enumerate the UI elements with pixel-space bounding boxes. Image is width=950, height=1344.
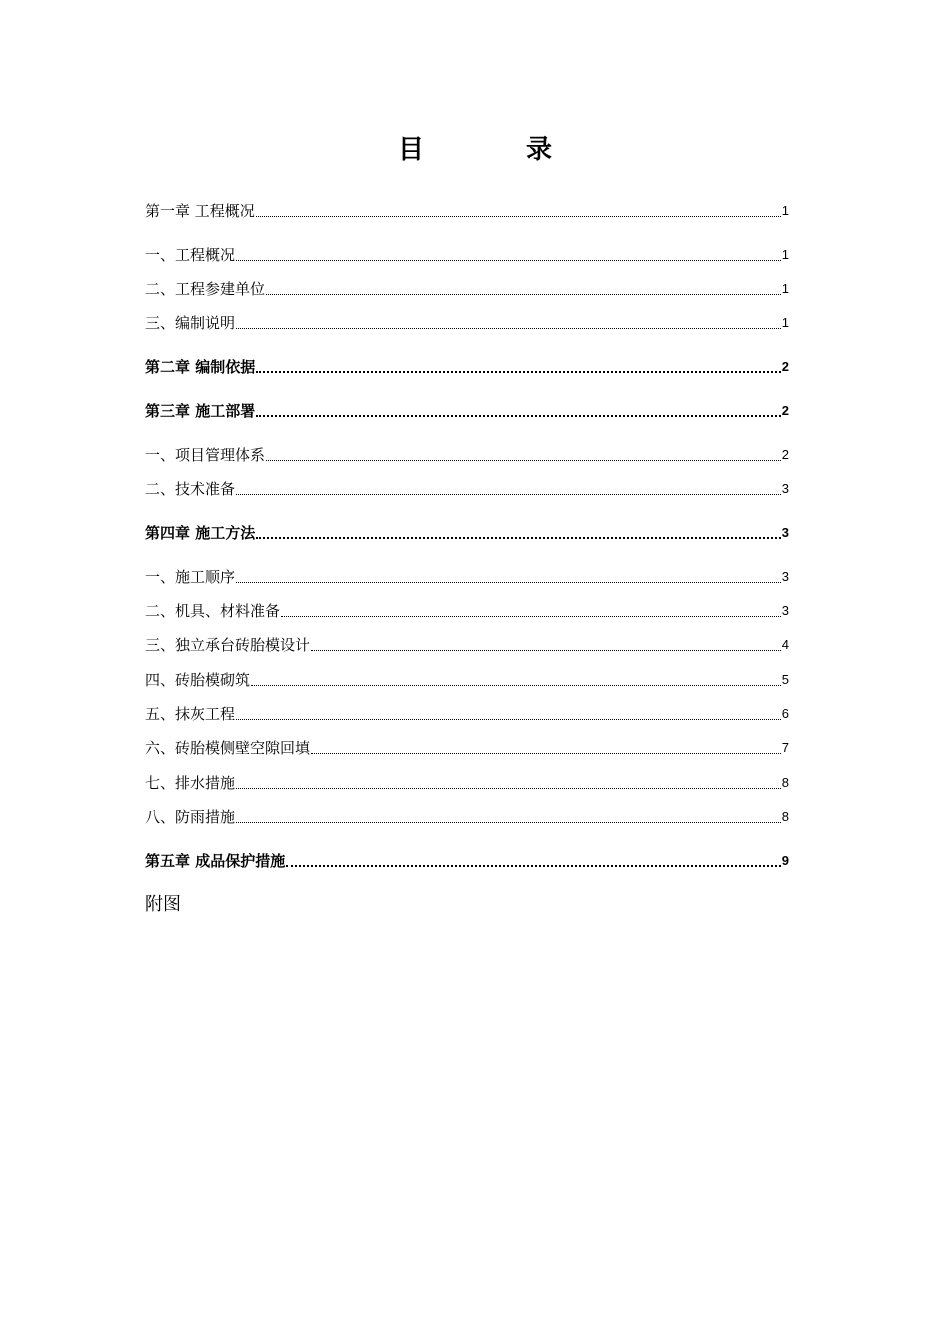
toc-entry-page: 4 <box>781 637 789 652</box>
toc-entry <box>145 668 789 690</box>
toc-entry-page: 1 <box>781 281 789 296</box>
toc-entry <box>145 736 789 758</box>
toc-entry <box>145 243 789 265</box>
toc-entry-label: 第一章 工程概况 <box>145 202 255 220</box>
toc-entry-page: 2 <box>781 447 789 462</box>
toc-leader-dots <box>256 370 781 373</box>
toc-entry-chapter <box>145 521 789 543</box>
toc-leader-dots <box>236 259 781 261</box>
toc-entry <box>145 277 789 299</box>
toc-entry <box>145 311 789 333</box>
toc-entry-page: 8 <box>781 775 789 790</box>
toc-leader-dots <box>266 459 781 461</box>
toc-entry-label: 三、编制说明 <box>145 314 236 332</box>
toc-entry <box>145 702 789 724</box>
toc-leader-dots <box>311 752 781 754</box>
toc-entry <box>145 443 789 465</box>
toc-entry-chapter <box>145 399 789 421</box>
toc-entry-page: 6 <box>781 706 789 721</box>
toc-leader-dots <box>236 327 781 329</box>
toc-entry-page: 8 <box>781 809 789 824</box>
toc-entry <box>145 633 789 655</box>
toc-leader-dots <box>286 864 781 867</box>
appendix-heading: 附图 <box>145 894 181 915</box>
toc-title: 目 录 <box>397 135 590 165</box>
toc-entry-page: 7 <box>781 740 789 755</box>
toc-entry-label: 六、砖胎模侧壁空隙回填 <box>145 739 311 757</box>
toc-entry-page: 1 <box>781 247 789 262</box>
toc-entry <box>145 477 789 499</box>
toc-leader-dots <box>256 414 781 417</box>
toc-entry-label: 第四章 施工方法 <box>145 524 256 542</box>
toc-entry-label: 二、工程参建单位 <box>145 280 266 298</box>
toc-entry <box>145 771 789 793</box>
toc-entry-page: 3 <box>781 569 789 584</box>
toc-entry-page: 2 <box>781 403 789 418</box>
toc-entry-page: 2 <box>781 359 789 374</box>
toc-leader-dots <box>236 821 781 823</box>
toc-leader-dots <box>256 215 781 217</box>
toc-entry-chapter <box>145 849 789 871</box>
toc-leader-dots <box>251 684 781 686</box>
toc-entry-chapter <box>145 355 789 377</box>
toc-entry-page: 1 <box>781 315 789 330</box>
toc-entry <box>145 199 789 221</box>
toc-entry-label: 二、技术准备 <box>145 480 236 498</box>
toc-entry-label: 四、砖胎模砌筑 <box>145 671 251 689</box>
toc-entry-page: 1 <box>781 203 789 218</box>
toc-leader-dots <box>236 493 781 495</box>
toc-entry-label: 第五章 成品保护措施 <box>145 852 286 870</box>
toc-entry-label: 三、独立承台砖胎模设计 <box>145 636 311 654</box>
toc-entry-label: 五、抹灰工程 <box>145 705 236 723</box>
toc-entry-label: 第二章 编制依据 <box>145 358 256 376</box>
toc-entry-page: 9 <box>781 853 789 868</box>
toc-entry-label: 二、机具、材料准备 <box>145 602 281 620</box>
toc-entry <box>145 565 789 587</box>
toc-entry-label: 一、施工顺序 <box>145 568 236 586</box>
toc-entry-label: 第三章 施工部署 <box>145 402 256 420</box>
toc-leader-dots <box>236 718 781 720</box>
toc-entry-page: 5 <box>781 672 789 687</box>
toc-leader-dots <box>256 536 781 539</box>
toc-entry-page: 3 <box>781 525 789 540</box>
toc-entry-label: 一、工程概况 <box>145 246 236 264</box>
toc-entry-label: 一、项目管理体系 <box>145 446 266 464</box>
toc-leader-dots <box>236 787 781 789</box>
toc-entry-page: 3 <box>781 481 789 496</box>
toc-leader-dots <box>236 581 781 583</box>
toc-entry-page: 3 <box>781 603 789 618</box>
toc-entry-label: 七、排水措施 <box>145 774 236 792</box>
toc-entry-label: 八、防雨措施 <box>145 808 236 826</box>
toc-leader-dots <box>266 293 781 295</box>
toc-leader-dots <box>281 615 781 617</box>
toc-entry <box>145 805 789 827</box>
toc-leader-dots <box>311 649 781 651</box>
toc-entry <box>145 599 789 621</box>
